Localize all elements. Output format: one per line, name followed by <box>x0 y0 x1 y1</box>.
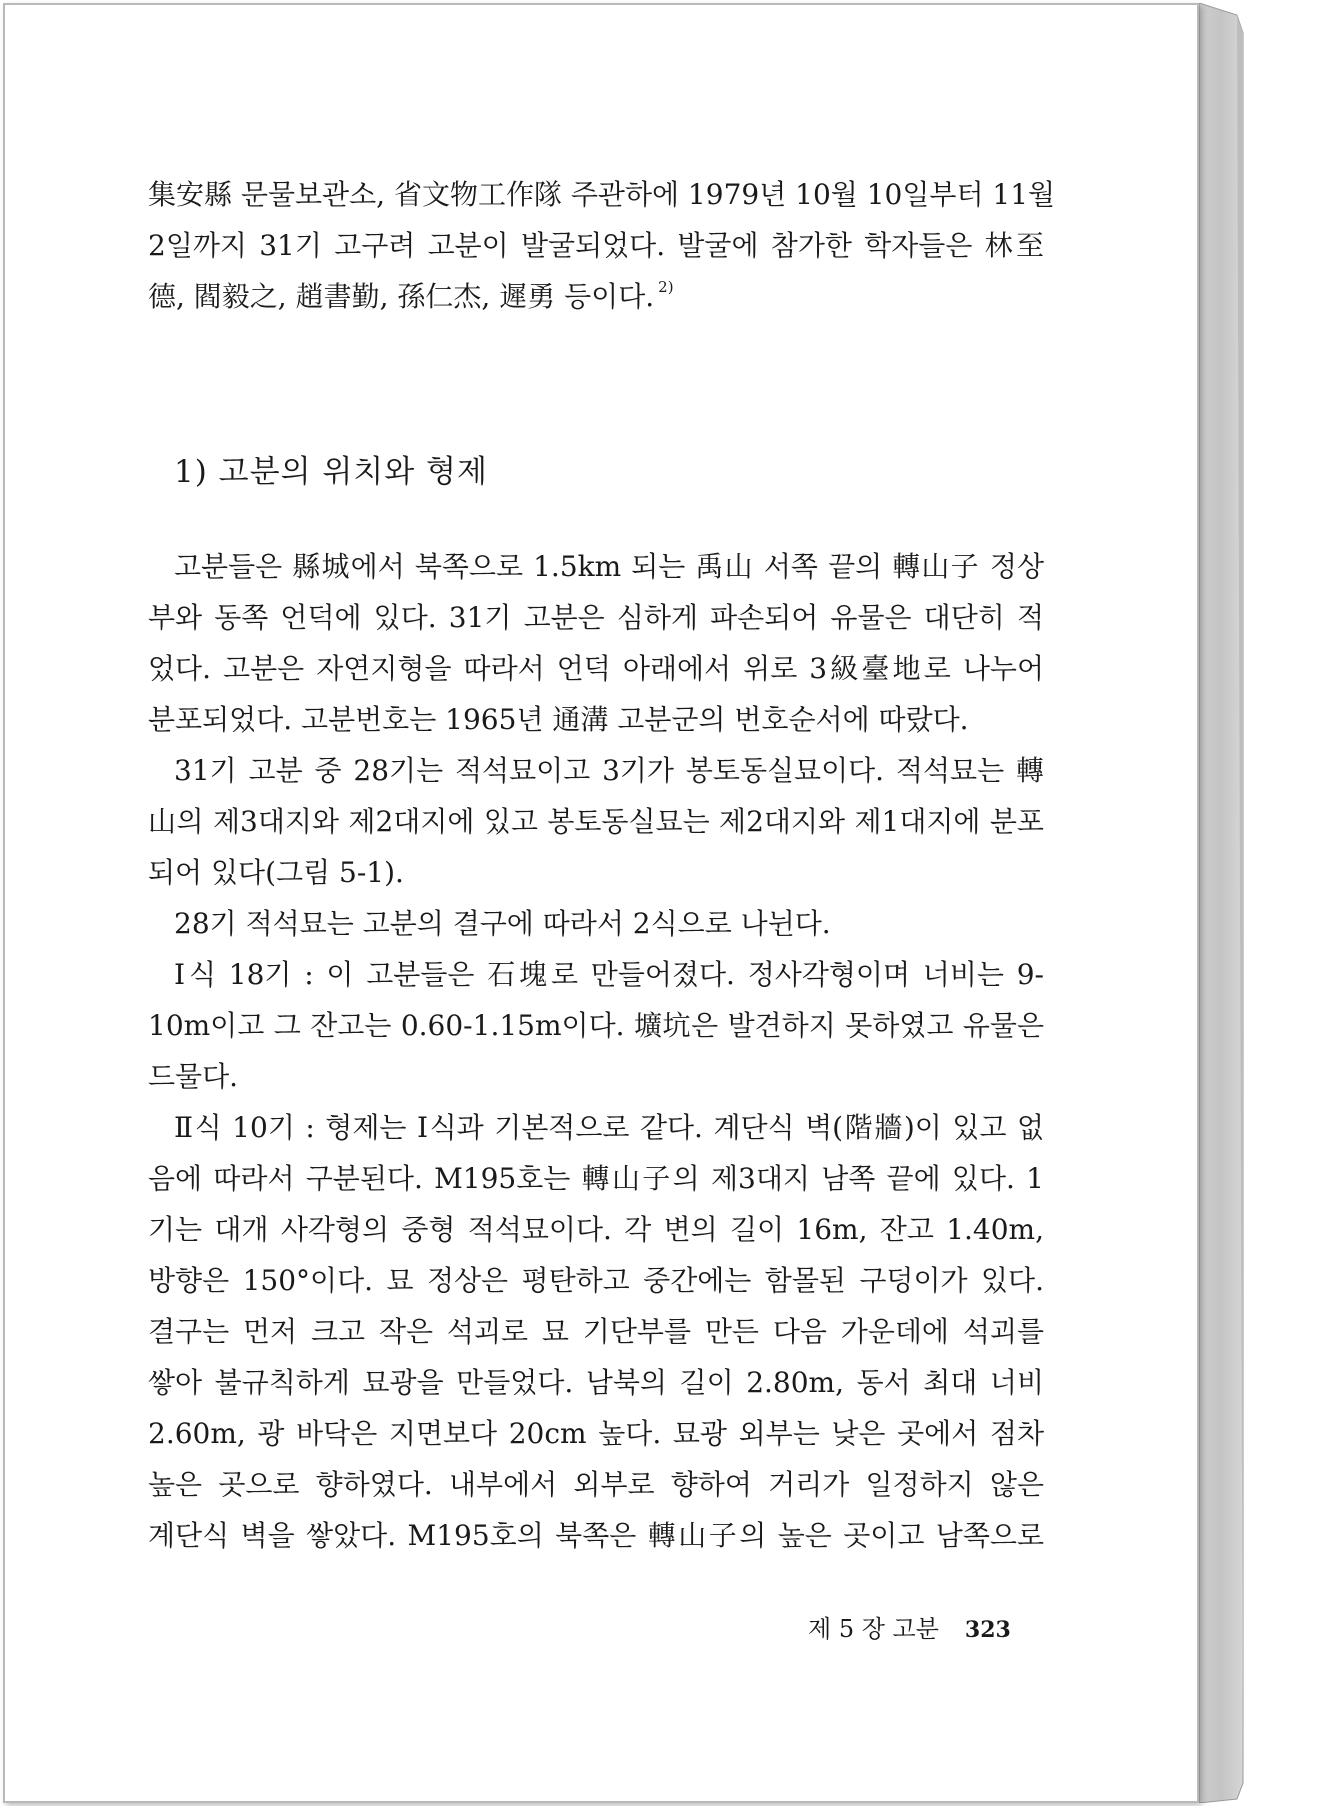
body-line: 10m이고 그 잔고는 0.60-1.15m이다. 壙坑은 발견하지 못하였고 유물은 <box>148 1009 1044 1042</box>
section-heading: 1) 고분의 위치와 형제 <box>174 454 488 490</box>
body-line: 부와 동쪽 언덕에 있다. 31기 고분은 심하게 파손되어 유물은 대단히 적 <box>148 601 1044 634</box>
body-line: 고분들은 縣城에서 북쪽으로 1.5km 되는 禹山 서쪽 끝의 轉山子 정상 <box>174 550 1044 583</box>
body-line: 방향은 150°이다. 묘 정상은 평탄하고 중간에는 함몰된 구덩이가 있다. <box>148 1264 1044 1297</box>
intro-line: 集安縣 문물보관소, 省文物工作隊 주관하에 1979년 10월 10일부터 11월 <box>148 178 1056 211</box>
body-line: 음에 따라서 구분된다. M195호는 轉山子의 제3대지 남쪽 끝에 있다. 1 <box>148 1162 1044 1195</box>
body-line: 28기 적석묘는 고분의 결구에 따라서 2식으로 나뉜다. <box>174 907 831 940</box>
body-line: 계단식 벽을 쌓았다. M195호의 북쪽은 轉山子의 높은 곳이고 남쪽으로 <box>148 1519 1044 1552</box>
body-line: 었다. 고분은 자연지형을 따라서 언덕 아래에서 위로 3級臺地로 나누어 <box>148 652 1044 685</box>
body-line: Ⅱ식 10기 : 형제는 Ⅰ식과 기본적으로 같다. 계단식 벽(階牆)이 있고 없 <box>174 1111 1044 1144</box>
book-edge-shape <box>1199 3 1322 1803</box>
body-line: 드물다. <box>148 1060 239 1093</box>
page-footer <box>808 1609 1011 1644</box>
book-edge <box>1199 3 1200 4</box>
body-line: 분포되었다. 고분번호는 1965년 通溝 고분군의 번호순서에 따랐다. <box>148 703 969 736</box>
intro-line-last <box>148 275 1044 326</box>
body-line: 결구는 먼저 크고 작은 석괴로 묘 기단부를 만든 다음 가운데에 석괴를 <box>148 1315 1044 1348</box>
chapter-label: 제 5 장 고분 <box>808 1615 939 1643</box>
body-text <box>148 545 1044 1565</box>
intro-line-text: 德, 閻毅之, 趙書勤, 孫仁杰, 遲勇 등이다. <box>148 280 655 313</box>
body-line: 되어 있다(그림 5-1). <box>148 856 404 889</box>
intro-line: 2일까지 31기 고구려 고분이 발굴되었다. 발굴에 참가한 학자들은 林至 <box>148 229 1044 262</box>
body-line: 기는 대개 사각형의 중형 적석묘이다. 각 변의 길이 16m, 잔고 1.40m, <box>148 1213 1044 1246</box>
intro-paragraph <box>148 173 1056 326</box>
footnote-marker: 2) <box>658 278 674 296</box>
body-line: Ⅰ식 18기 : 이 고분들은 石塊로 만들어졌다. 정사각형이며 너비는 9- <box>174 958 1044 991</box>
body-line: 山의 제3대지와 제2대지에 있고 봉토동실묘는 제2대지와 제1대지에 분포 <box>148 805 1044 838</box>
body-line: 높은 곳으로 향하였다. 내부에서 외부로 향하여 거리가 일정하지 않은 <box>148 1468 1044 1501</box>
body-line: 쌓아 불규칙하게 묘광을 만들었다. 남북의 길이 2.80m, 동서 최대 너비 <box>148 1366 1044 1399</box>
page-number: 323 <box>964 1617 1011 1643</box>
body-line: 31기 고분 중 28기는 적석묘이고 3기가 봉토동실묘이다. 적석묘는 轉 <box>174 754 1044 787</box>
body-line: 2.60m, 광 바닥은 지면보다 20cm 높다. 묘광 외부는 낮은 곳에서 점차 <box>148 1417 1044 1450</box>
